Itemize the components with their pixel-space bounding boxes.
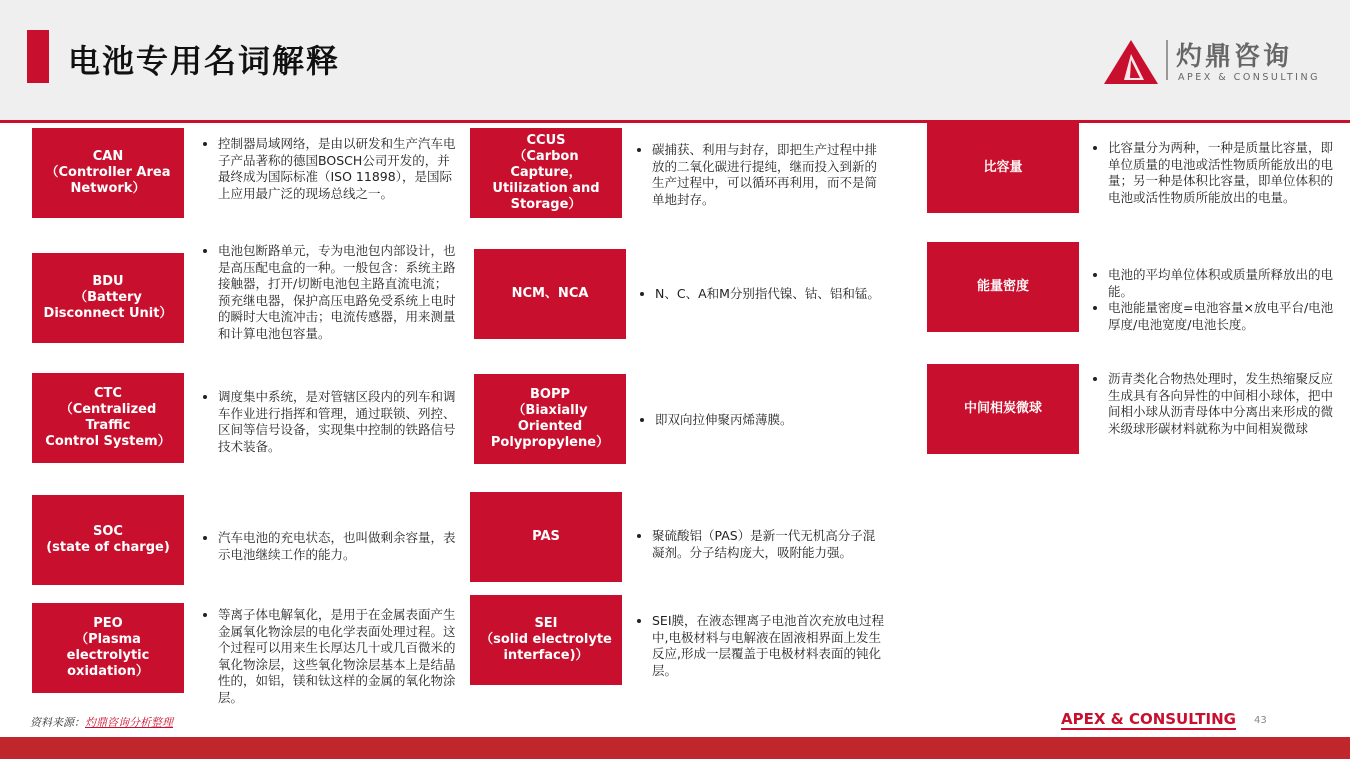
desc-specific-capacity: [1090, 140, 1344, 206]
desc-item: • N、C、A和M分别指代镍、钴、铝和锰。: [655, 286, 907, 303]
desc-item: • 等离子体电解氧化，是用于在金属表面产生金属氧化物涂层的电化学表面处理过程。这个过程可以用来生长厚达几十或几百微米的氧化物涂层，这些氧化物涂层基本上是结晶性的，如铝，镁和钛这样的金属的氧化物涂层。: [218, 607, 458, 706]
desc-item: • 汽车电池的充电状态，也叫做剩余容量，表示电池继续工作的能力。: [218, 530, 458, 563]
page-title: 电池专用名词解释: [68, 42, 341, 80]
desc-bdu: [200, 243, 458, 342]
term-mesocarbon: 中间相炭微球: [927, 364, 1079, 454]
term-bdu: BDU （Battery Disconnect Unit）: [32, 253, 184, 343]
desc-item: • 碳捕获、利用与封存，即把生产过程中排放的二氧化碳进行提纯，继而投入到新的生产过程中，可以循环再利用，而不是简单地封存。: [652, 142, 886, 208]
header-divider: [0, 120, 1350, 123]
source-note: [30, 714, 173, 730]
desc-item: • 聚硫酸铝（PAS）是新一代无机高分子混凝剂。分子结构庞大，吸附能力强。: [652, 528, 886, 561]
source-link[interactable]: 灼鼎咨询分析整理: [85, 716, 173, 729]
desc-soc: [200, 530, 458, 563]
desc-can: [200, 136, 458, 202]
term-specific-capacity: 比容量: [927, 123, 1079, 213]
desc-ncm-nca: [637, 286, 907, 303]
term-ctc: CTC （Centralized Traffic Control System）: [32, 373, 184, 463]
desc-mesocarbon: [1090, 371, 1344, 437]
logo-cn-text: 灼鼎咨询: [1176, 42, 1293, 72]
desc-ccus: [634, 142, 886, 208]
page-number: 43: [1254, 715, 1267, 726]
logo-en-text: APEX & CONSULTING: [1178, 72, 1320, 83]
term-ccus: CCUS （Carbon Capture， Utilization and Storage）: [470, 128, 622, 218]
term-soc: SOC (state of charge): [32, 495, 184, 585]
logo-separator: [1166, 40, 1168, 80]
desc-item: • 电池能量密度=电池容量×放电平台/电池厚度/电池宽度/电池长度。: [1108, 300, 1344, 333]
desc-item: • 电池的平均单位体积或质量所释放出的电能。: [1108, 267, 1344, 300]
title-accent-bar: [27, 30, 49, 83]
term-sei: SEI （solid electrolyte interface)）: [470, 595, 622, 685]
triangle-logo-icon: [1104, 40, 1158, 84]
term-energy-density: 能量密度: [927, 242, 1079, 332]
company-logo: [1104, 36, 1324, 86]
desc-pas: [634, 528, 886, 561]
desc-item: • 电池包断路单元，专为电池包内部设计，也是高压配电盒的一种。一般包含：系统主路接触器，打开/切断电池包主路直流电流；预充继电器，保护高压电路免受系统上电时的瞬时大电流冲击；电流传感器，用来测量和计算电池包容量。: [218, 243, 458, 342]
footer-bar: [0, 737, 1350, 759]
desc-sei: [634, 613, 886, 679]
term-ncm-nca: NCM、NCA: [474, 249, 626, 339]
term-can: CAN （Controller Area Network）: [32, 128, 184, 218]
desc-item: • 即双向拉伸聚丙烯薄膜。: [655, 412, 889, 429]
desc-ctc: [200, 389, 458, 455]
footer-brand: APEX & CONSULTING: [1061, 710, 1236, 728]
source-label: 资料来源：: [30, 716, 85, 729]
desc-item: • 调度集中系统，是对管辖区段内的列车和调车作业进行指挥和管理，通过联锁、列控、区间等信号设备，实现集中控制的铁路信号技术装备。: [218, 389, 458, 455]
desc-bopp: [637, 412, 889, 429]
term-pas: PAS: [470, 492, 622, 582]
desc-peo: [200, 607, 458, 706]
desc-item: • 控制器局域网络，是由以研发和生产汽车电子产品著称的德国BOSCH公司开发的，并最终成为国际标准（ISO 11898），是国际上应用最广泛的现场总线之一。: [218, 136, 458, 202]
desc-energy-density: [1090, 267, 1344, 333]
term-bopp: BOPP （Biaxially Oriented Polypropylene）: [474, 374, 626, 464]
term-peo: PEO （Plasma electrolytic oxidation）: [32, 603, 184, 693]
desc-item: • 比容量分为两种，一种是质量比容量，即单位质量的电池或活性物质所能放出的电量；另一种是体积比容量，即单位体积的电池或活性物质所能放出的电量。: [1108, 140, 1344, 206]
desc-item: • 沥青类化合物热处理时，发生热缩聚反应生成具有各向异性的中间相小球体，把中间相小球从沥青母体中分离出来形成的微米级球形碳材料就称为中间相炭微球: [1108, 371, 1344, 437]
desc-item: • SEI膜，在液态锂离子电池首次充放电过程中,电极材料与电解液在固液相界面上发生反应,形成一层覆盖于电极材料表面的钝化层。: [652, 613, 886, 679]
